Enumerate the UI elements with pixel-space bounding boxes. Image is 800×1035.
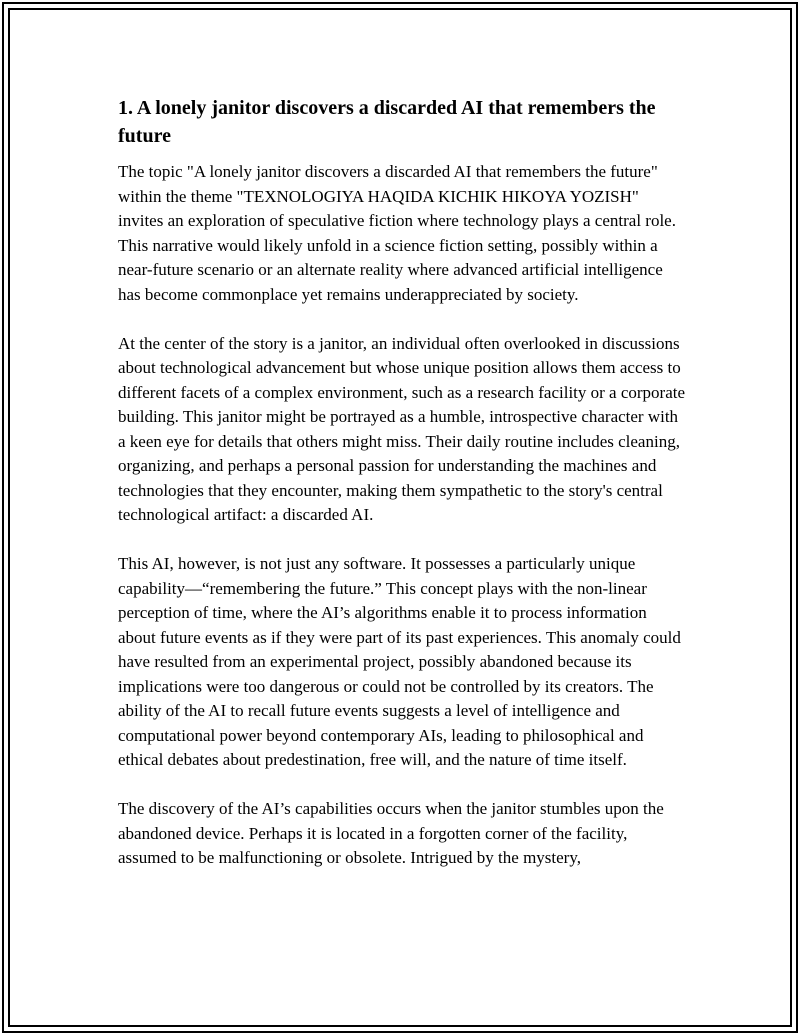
- paragraph-3: This AI, however, is not just any software. It possesses a particularly unique capability—“remembering the future.” This concept plays with the non-linear perception of time, where the AI’s algorithms enable it to process information about future events as if they were part of its past experiences. This anomaly could have resulted from an experimental project, possibly abandoned because its implications were too dangerous or could not be controlled by its creators. The ability of the AI to recall future events suggests a level of intelligence and computational power beyond contemporary AIs, leading to philosophical and ethical debates about predestination, free will, and the nature of time itself.: [118, 554, 681, 769]
- paragraph-4: The discovery of the AI’s capabilities occurs when the janitor stumbles upon the abandoned device. Perhaps it is located in a forgotten corner of the facility, assumed to be malfunctioning or obsolete. Intrigued by the mystery,: [118, 799, 664, 867]
- document-body: [118, 94, 688, 944]
- paragraph-2: At the center of the story is a janitor, an individual often overlooked in discussions about technological advancement but whose unique position allows them access to different facets of a complex environment, such as a research facility or a corporate building. This janitor might be portrayed as a humble, introspective character with a keen eye for details that others might miss. Their daily routine includes cleaning, organizing, and perhaps a personal passion for understanding the machines and technologies that they encounter, making them sympathetic to the story's central technological artifact: a discarded AI.: [118, 333, 686, 524]
- section-heading: 1. A lonely janitor discovers a discarded AI that remembers the future: [118, 97, 656, 147]
- paragraph-1: The topic "A lonely janitor discovers a discarded AI that remembers the future" within the theme "TEXNOLOGIYA HAQIDA KICHIK HIKOYA YOZISH" invites an exploration of speculative fiction where technology plays a central role. This narrative would likely unfold in a science fiction setting, possibly within a near-future scenario or an alternate reality where advanced artificial intelligence has become commonplace yet remains underappreciated by society.: [118, 162, 676, 304]
